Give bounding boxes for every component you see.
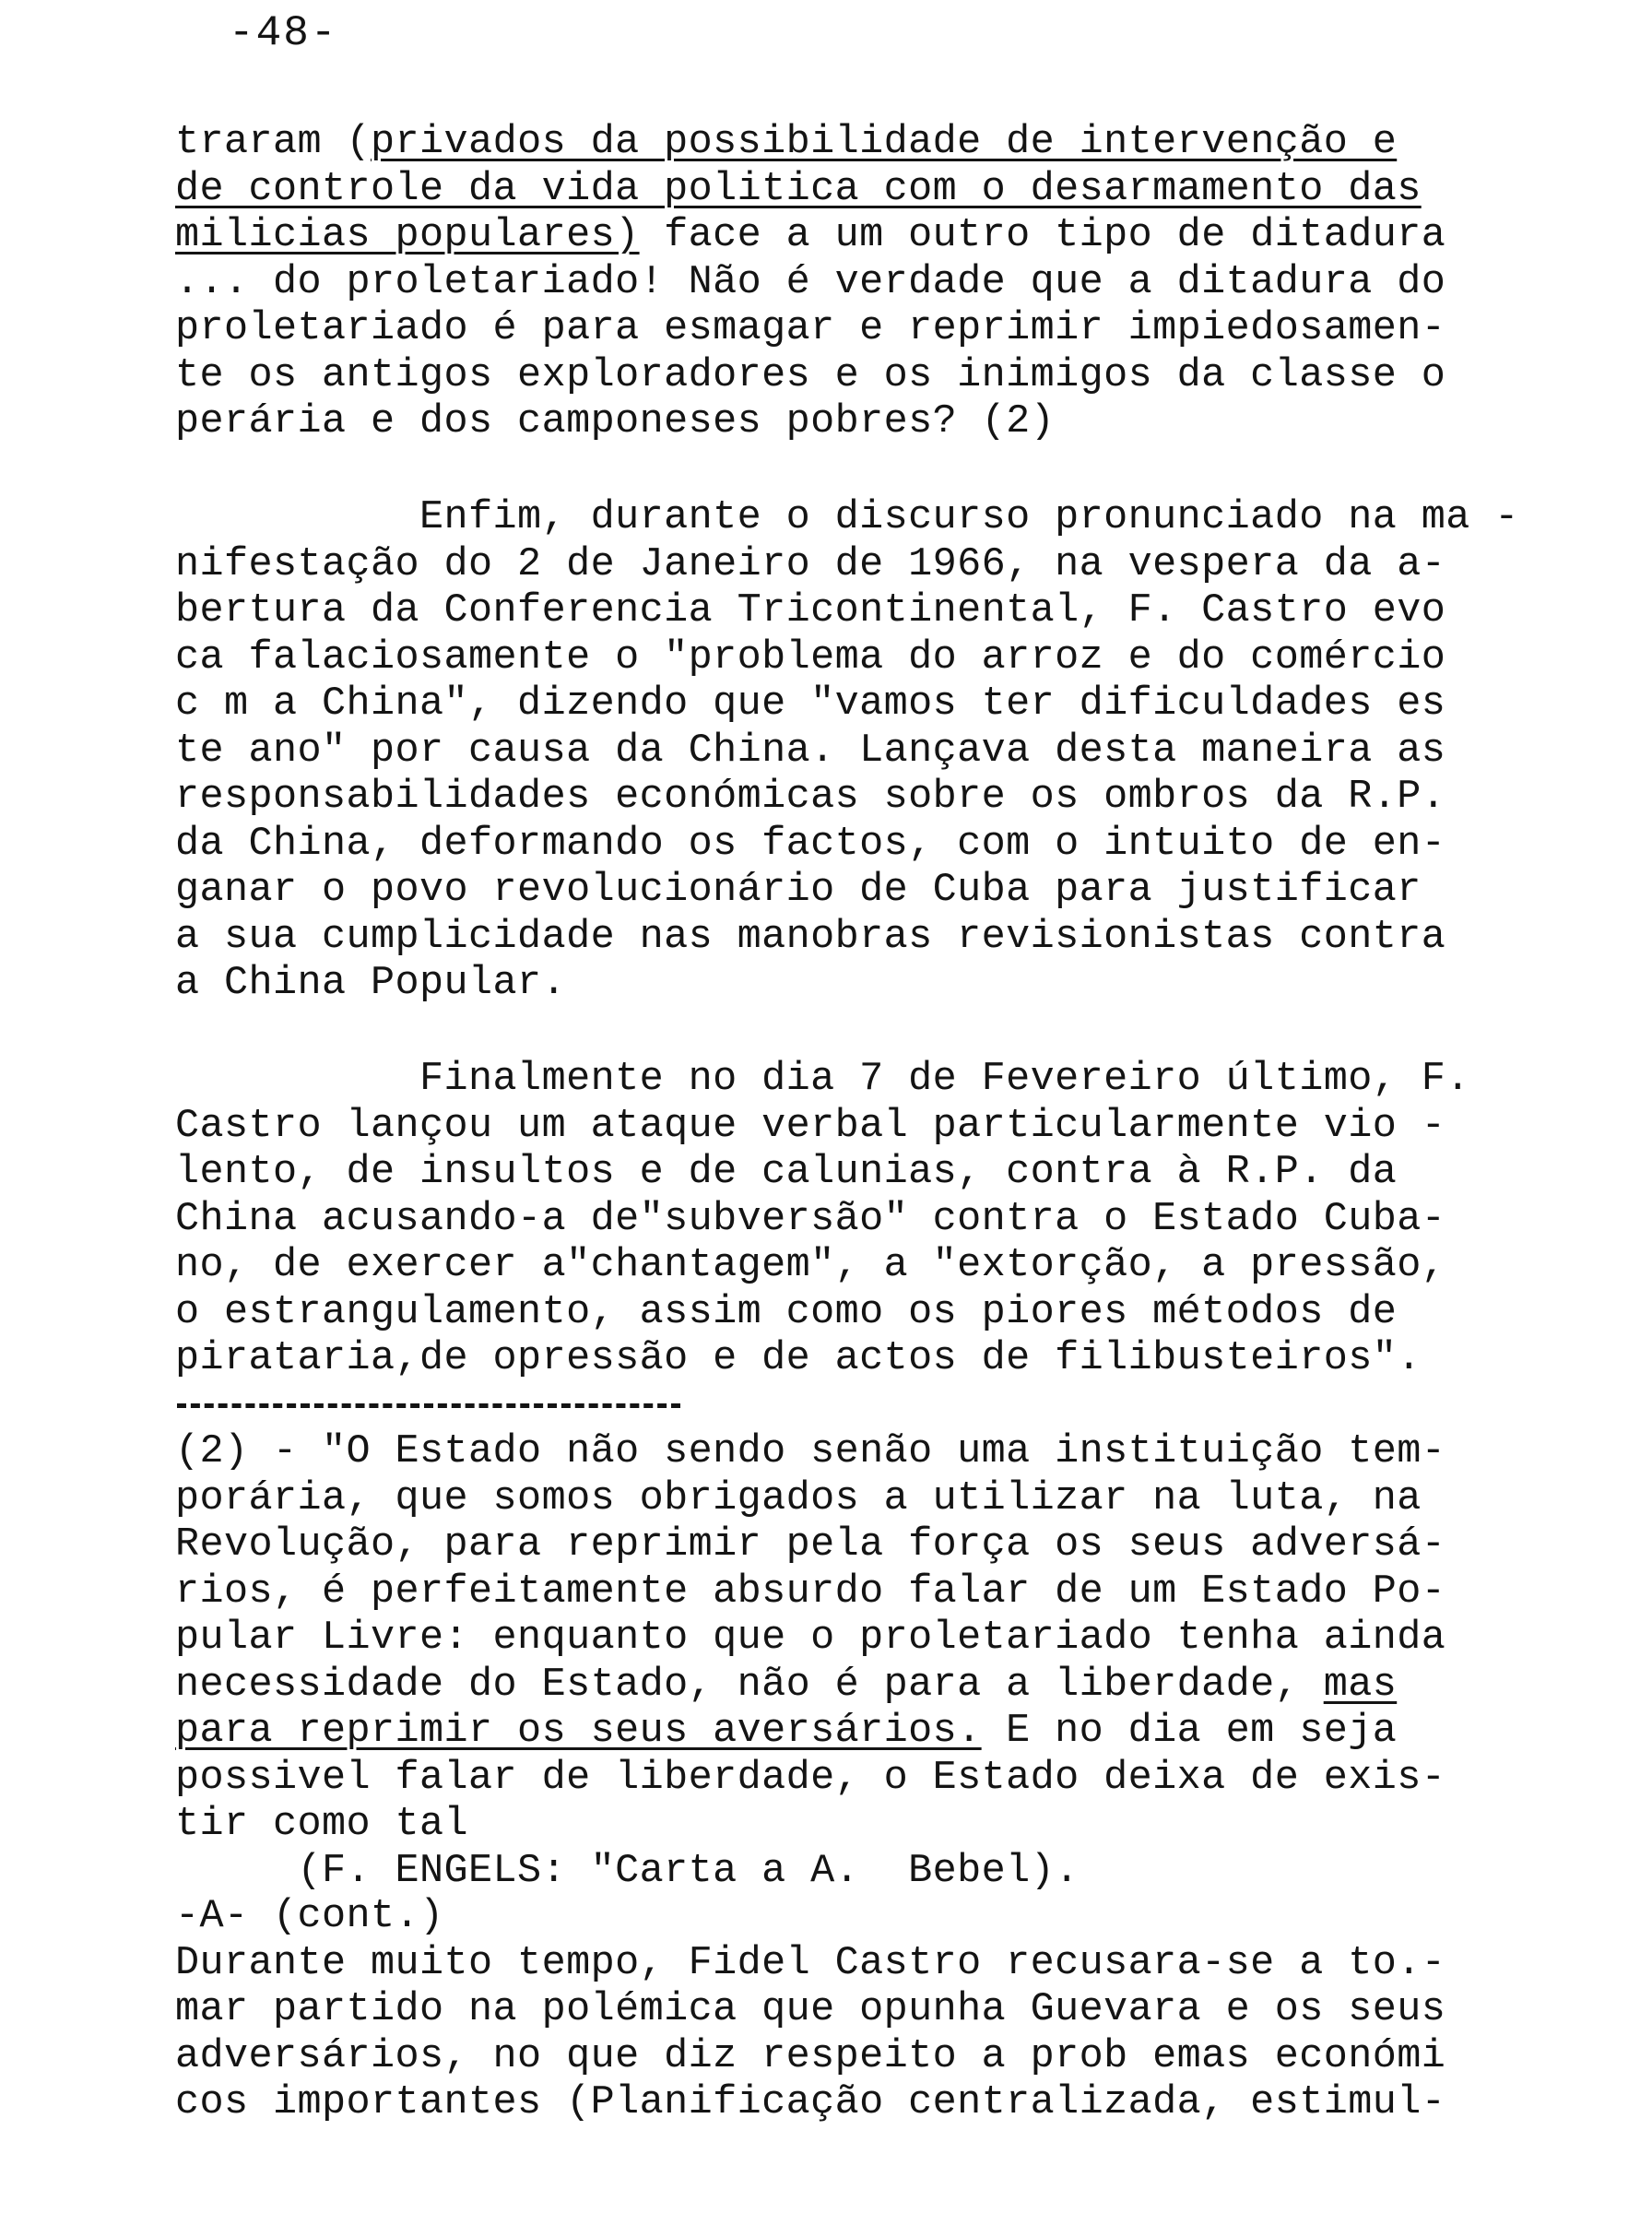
text-line: mar partido na polémica que opunha Guevara e os seus [175, 1987, 1446, 2032]
text-line: a sua cumplicidade nas manobras revisionistas contra [175, 914, 1446, 960]
text-segment: te os antigos exploradores e os inimigos da classe o [175, 352, 1446, 398]
paragraph-1 [175, 120, 1446, 446]
text-segment: ... do proletariado! Não é verdade que a ditadura do [175, 259, 1446, 305]
underlined-text: mas [1323, 1662, 1398, 1708]
text-segment: E no dia em seja [981, 1709, 1398, 1754]
text-line [175, 1663, 1446, 1710]
paragraph-3 [175, 1057, 1470, 1383]
text-line: bertura da Conferencia Tricontinental, F. Castro evo [175, 588, 1446, 633]
text-line [175, 1615, 1446, 1663]
underlined-text: privados da possibilidade de intervenção e [371, 120, 1398, 165]
text-segment: face a um outro tipo de ditadura [639, 213, 1446, 258]
text-line [175, 213, 1446, 260]
text-line: responsabilidades económicas sobre os ombros da R.P. [175, 775, 1446, 820]
text-line [175, 353, 1446, 400]
paragraph-2 [175, 495, 1519, 1008]
text-segment: rios, é perfeitamente absurdo falar de um Estado Po- [175, 1568, 1446, 1615]
text-line: da China, deformando os factos, com o intuito de en- [175, 821, 1446, 867]
text-segment: perária e dos camponeses pobres? (2) [175, 399, 1056, 444]
text-line: ganar o povo revolucionário de Cuba para justificar [175, 868, 1422, 913]
text-line [175, 260, 1446, 307]
text-line [175, 399, 1446, 446]
annex-a-continuation [175, 1894, 1446, 2127]
text-line: China acusando-a de"subversão" contra o Estado Cuba- [175, 1196, 1446, 1242]
text-segment: (2) - "O Estado não sendo senão uma instituição tem- [175, 1429, 1446, 1474]
text-line: no, de exercer a"chantagem", a "extorção, a pressão, [175, 1243, 1446, 1288]
text-line: cos importantes (Planificação centralizada, estimul- [175, 2080, 1446, 2125]
text-line: c m a China", dizendo que "vamos ter dificuldades es [175, 681, 1446, 727]
text-line [175, 1476, 1446, 1523]
text-segment: necessidade do Estado, não é para a liberdade, [175, 1662, 1324, 1708]
text-line: pirataria,de opressão e de actos de filibusteiros". [175, 1336, 1422, 1381]
text-segment: porária, que somos obrigados a utilizar na luta, na [175, 1475, 1422, 1521]
text-segment: traram ( [175, 120, 372, 165]
text-segment: tir como tal [175, 1802, 469, 1847]
text-segment: pular Livre: enquanto que o proletariado tenha ainda [175, 1615, 1446, 1661]
text-line [175, 167, 1446, 214]
text-line: ca falaciosamente o "problema do arroz e do comércio [175, 634, 1446, 680]
text-line: o estrangulamento, assim como os piores métodos de [175, 1289, 1398, 1335]
footnote-separator [177, 1403, 680, 1408]
underlined-text: para reprimir os seus aversários. [175, 1709, 982, 1754]
text-line [175, 1709, 1446, 1756]
text-segment: possivel falar de liberdade, o Estado deixa de exis- [175, 1755, 1446, 1801]
text-line [175, 1849, 1446, 1896]
underlined-text: de controle da vida politica com o desarmamento das [175, 166, 1422, 212]
text-line: Enfim, durante o discurso pronunciado na ma - [175, 495, 1519, 540]
footnote-2 [175, 1429, 1446, 1895]
text-line [175, 1802, 1446, 1849]
text-line [175, 120, 1446, 167]
text-line [175, 1569, 1446, 1616]
text-line [175, 1756, 1446, 1803]
text-line: Durante muito tempo, Fidel Castro recusara-se a to.- [175, 1940, 1446, 1986]
text-segment: proletariado é para esmagar e reprimir impiedosamen- [175, 306, 1446, 351]
text-line: Castro lançou um ataque verbal particularmente vio - [175, 1103, 1446, 1149]
page-number: -48- [229, 9, 338, 57]
text-line: adversários, no que diz respeito a prob emas económi [175, 2033, 1446, 2079]
text-segment: (F. ENGELS: "Carta a A. Bebel). [175, 1848, 1080, 1894]
text-line [175, 306, 1446, 353]
text-line [175, 1429, 1446, 1476]
text-line [175, 1522, 1446, 1569]
text-line: Finalmente no dia 7 de Fevereiro último, F. [175, 1057, 1470, 1102]
underlined-text: milicias populares) [175, 213, 640, 258]
text-line: -A- (cont.) [175, 1894, 444, 1939]
text-line: lento, de insultos e de calunias, contra à R.P. da [175, 1150, 1398, 1195]
text-line: te ano" por causa da China. Lançava desta maneira as [175, 728, 1446, 774]
text-line: a China Popular. [175, 961, 567, 1006]
text-segment: Revolução, para reprimir pela força os seus adversá- [175, 1522, 1446, 1568]
text-line: nifestação do 2 de Janeiro de 1966, na vespera da a- [175, 541, 1446, 587]
